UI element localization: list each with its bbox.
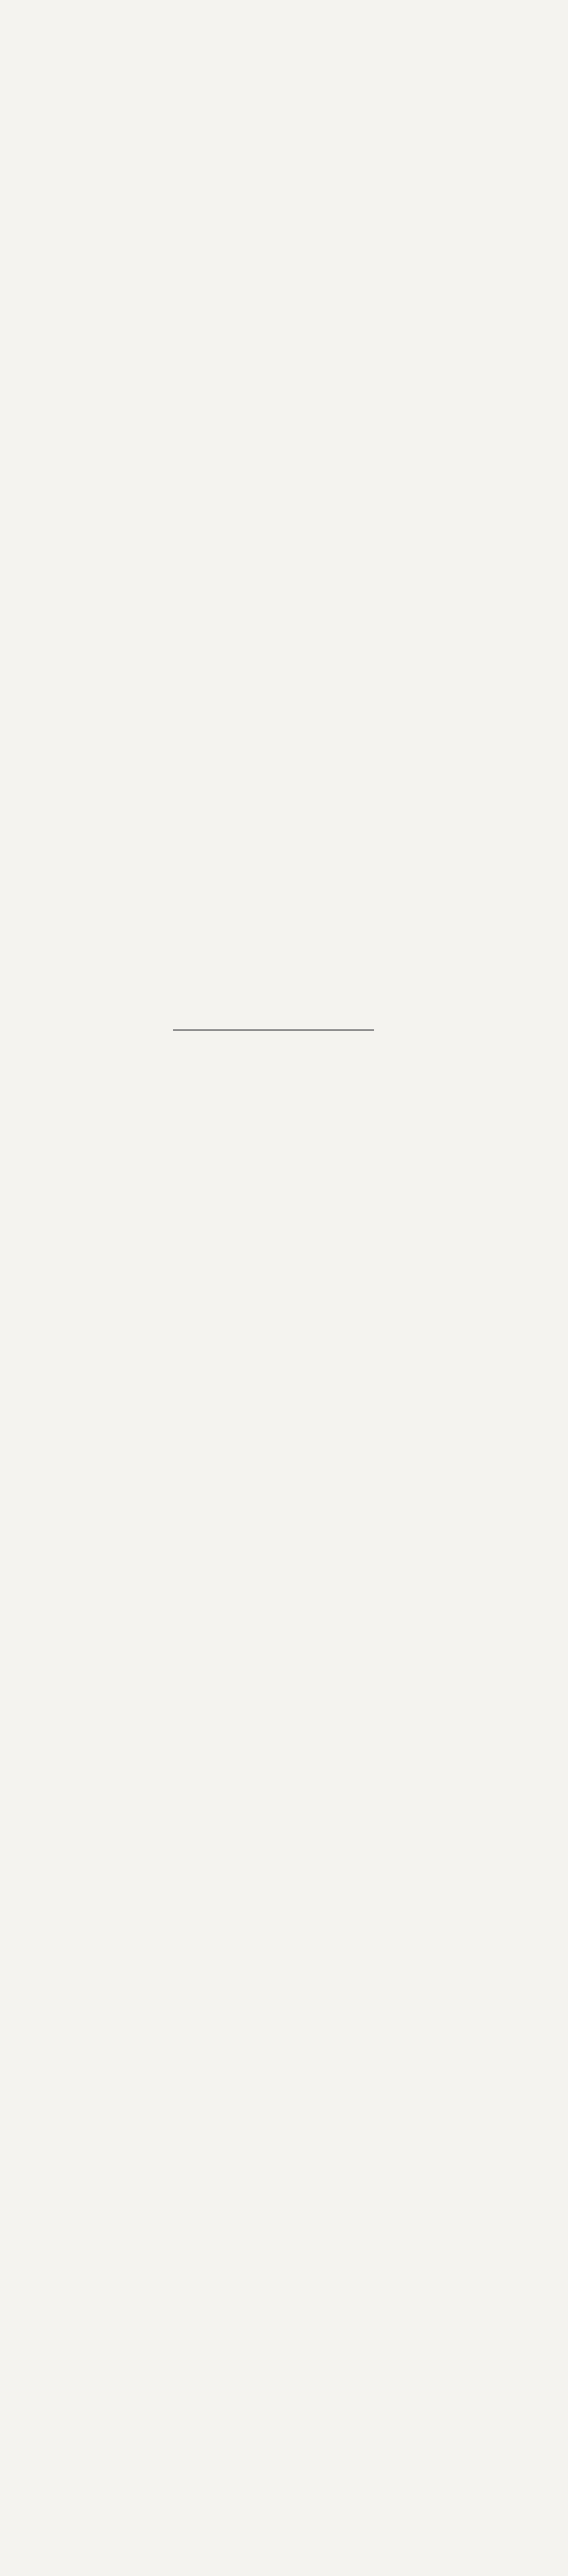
divider-line — [173, 1029, 374, 1031]
